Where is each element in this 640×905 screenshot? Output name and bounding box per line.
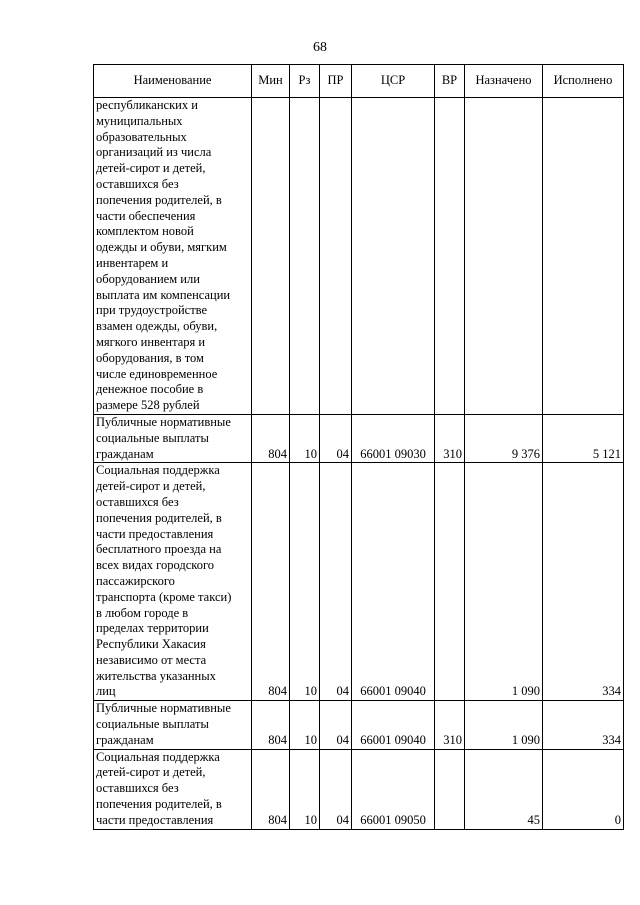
row-vr — [435, 98, 465, 415]
row-name: Публичные нормативные социальные выплаты гражданам — [94, 414, 252, 462]
row-rz: 10 — [290, 463, 320, 701]
row-assigned: 45 — [465, 749, 543, 829]
row-assigned: 1 090 — [465, 463, 543, 701]
row-csr — [352, 98, 435, 415]
row-csr: 66001 09050 — [352, 749, 435, 829]
header-pr: ПР — [320, 65, 352, 98]
row-executed — [543, 98, 624, 415]
page-number: 68 — [313, 40, 327, 55]
row-vr — [435, 463, 465, 701]
row-rz: 10 — [290, 414, 320, 462]
row-name: Социальная поддержка детей-сирот и детей, оставшихся без попечения родителей, в части предоставления — [94, 749, 252, 829]
row-vr: 310 — [435, 701, 465, 749]
row-assigned — [465, 98, 543, 415]
header-min: Мин — [252, 65, 290, 98]
row-csr: 66001 09030 — [352, 414, 435, 462]
row-csr: 66001 09040 — [352, 463, 435, 701]
row-assigned: 1 090 — [465, 701, 543, 749]
table-row — [94, 414, 624, 462]
row-executed: 334 — [543, 701, 624, 749]
table-header-row — [94, 65, 624, 98]
row-pr: 04 — [320, 701, 352, 749]
row-rz: 10 — [290, 749, 320, 829]
header-vr: ВР — [435, 65, 465, 98]
header-rz: Рз — [290, 65, 320, 98]
row-rz: 10 — [290, 701, 320, 749]
row-assigned: 9 376 — [465, 414, 543, 462]
row-name: Публичные нормативные социальные выплаты гражданам — [94, 701, 252, 749]
row-min: 804 — [252, 701, 290, 749]
row-name: республиканских и муниципальных образовательных организаций из числа детей-сирот и детей, оставшихся без попечения родителей, в части обеспечения комплектом новой одежды и обуви, мягким инвентарем и оборудованием или выплата им компенсации при трудоустройстве взамен одежды, обуви, мягкого инвентаря и оборудования, в том числе единовременное денежное пособие в размере 528 рублей — [94, 98, 252, 415]
header-assigned: Назначено — [465, 65, 543, 98]
row-name: Социальная поддержка детей-сирот и детей, оставшихся без попечения родителей, в части предоставления бесплатного проезда на всех видах городского пассажирского транспорта (кроме такси) в любом городе в пределах территории Республики Хакасия независимо от места жительства указанных лиц — [94, 463, 252, 701]
header-csr: ЦСР — [352, 65, 435, 98]
row-executed: 334 — [543, 463, 624, 701]
row-rz — [290, 98, 320, 415]
row-executed: 5 121 — [543, 414, 624, 462]
row-min: 804 — [252, 749, 290, 829]
row-csr: 66001 09040 — [352, 701, 435, 749]
table-row — [94, 463, 624, 701]
header-name: Наименование — [94, 65, 252, 98]
table-row — [94, 98, 624, 415]
budget-table — [93, 64, 624, 830]
row-min — [252, 98, 290, 415]
row-vr — [435, 749, 465, 829]
row-pr: 04 — [320, 463, 352, 701]
row-pr: 04 — [320, 749, 352, 829]
row-min: 804 — [252, 414, 290, 462]
table-row — [94, 701, 624, 749]
row-vr: 310 — [435, 414, 465, 462]
row-pr: 04 — [320, 414, 352, 462]
table-row — [94, 749, 624, 829]
row-executed: 0 — [543, 749, 624, 829]
row-pr — [320, 98, 352, 415]
row-min: 804 — [252, 463, 290, 701]
header-executed: Исполнено — [543, 65, 624, 98]
